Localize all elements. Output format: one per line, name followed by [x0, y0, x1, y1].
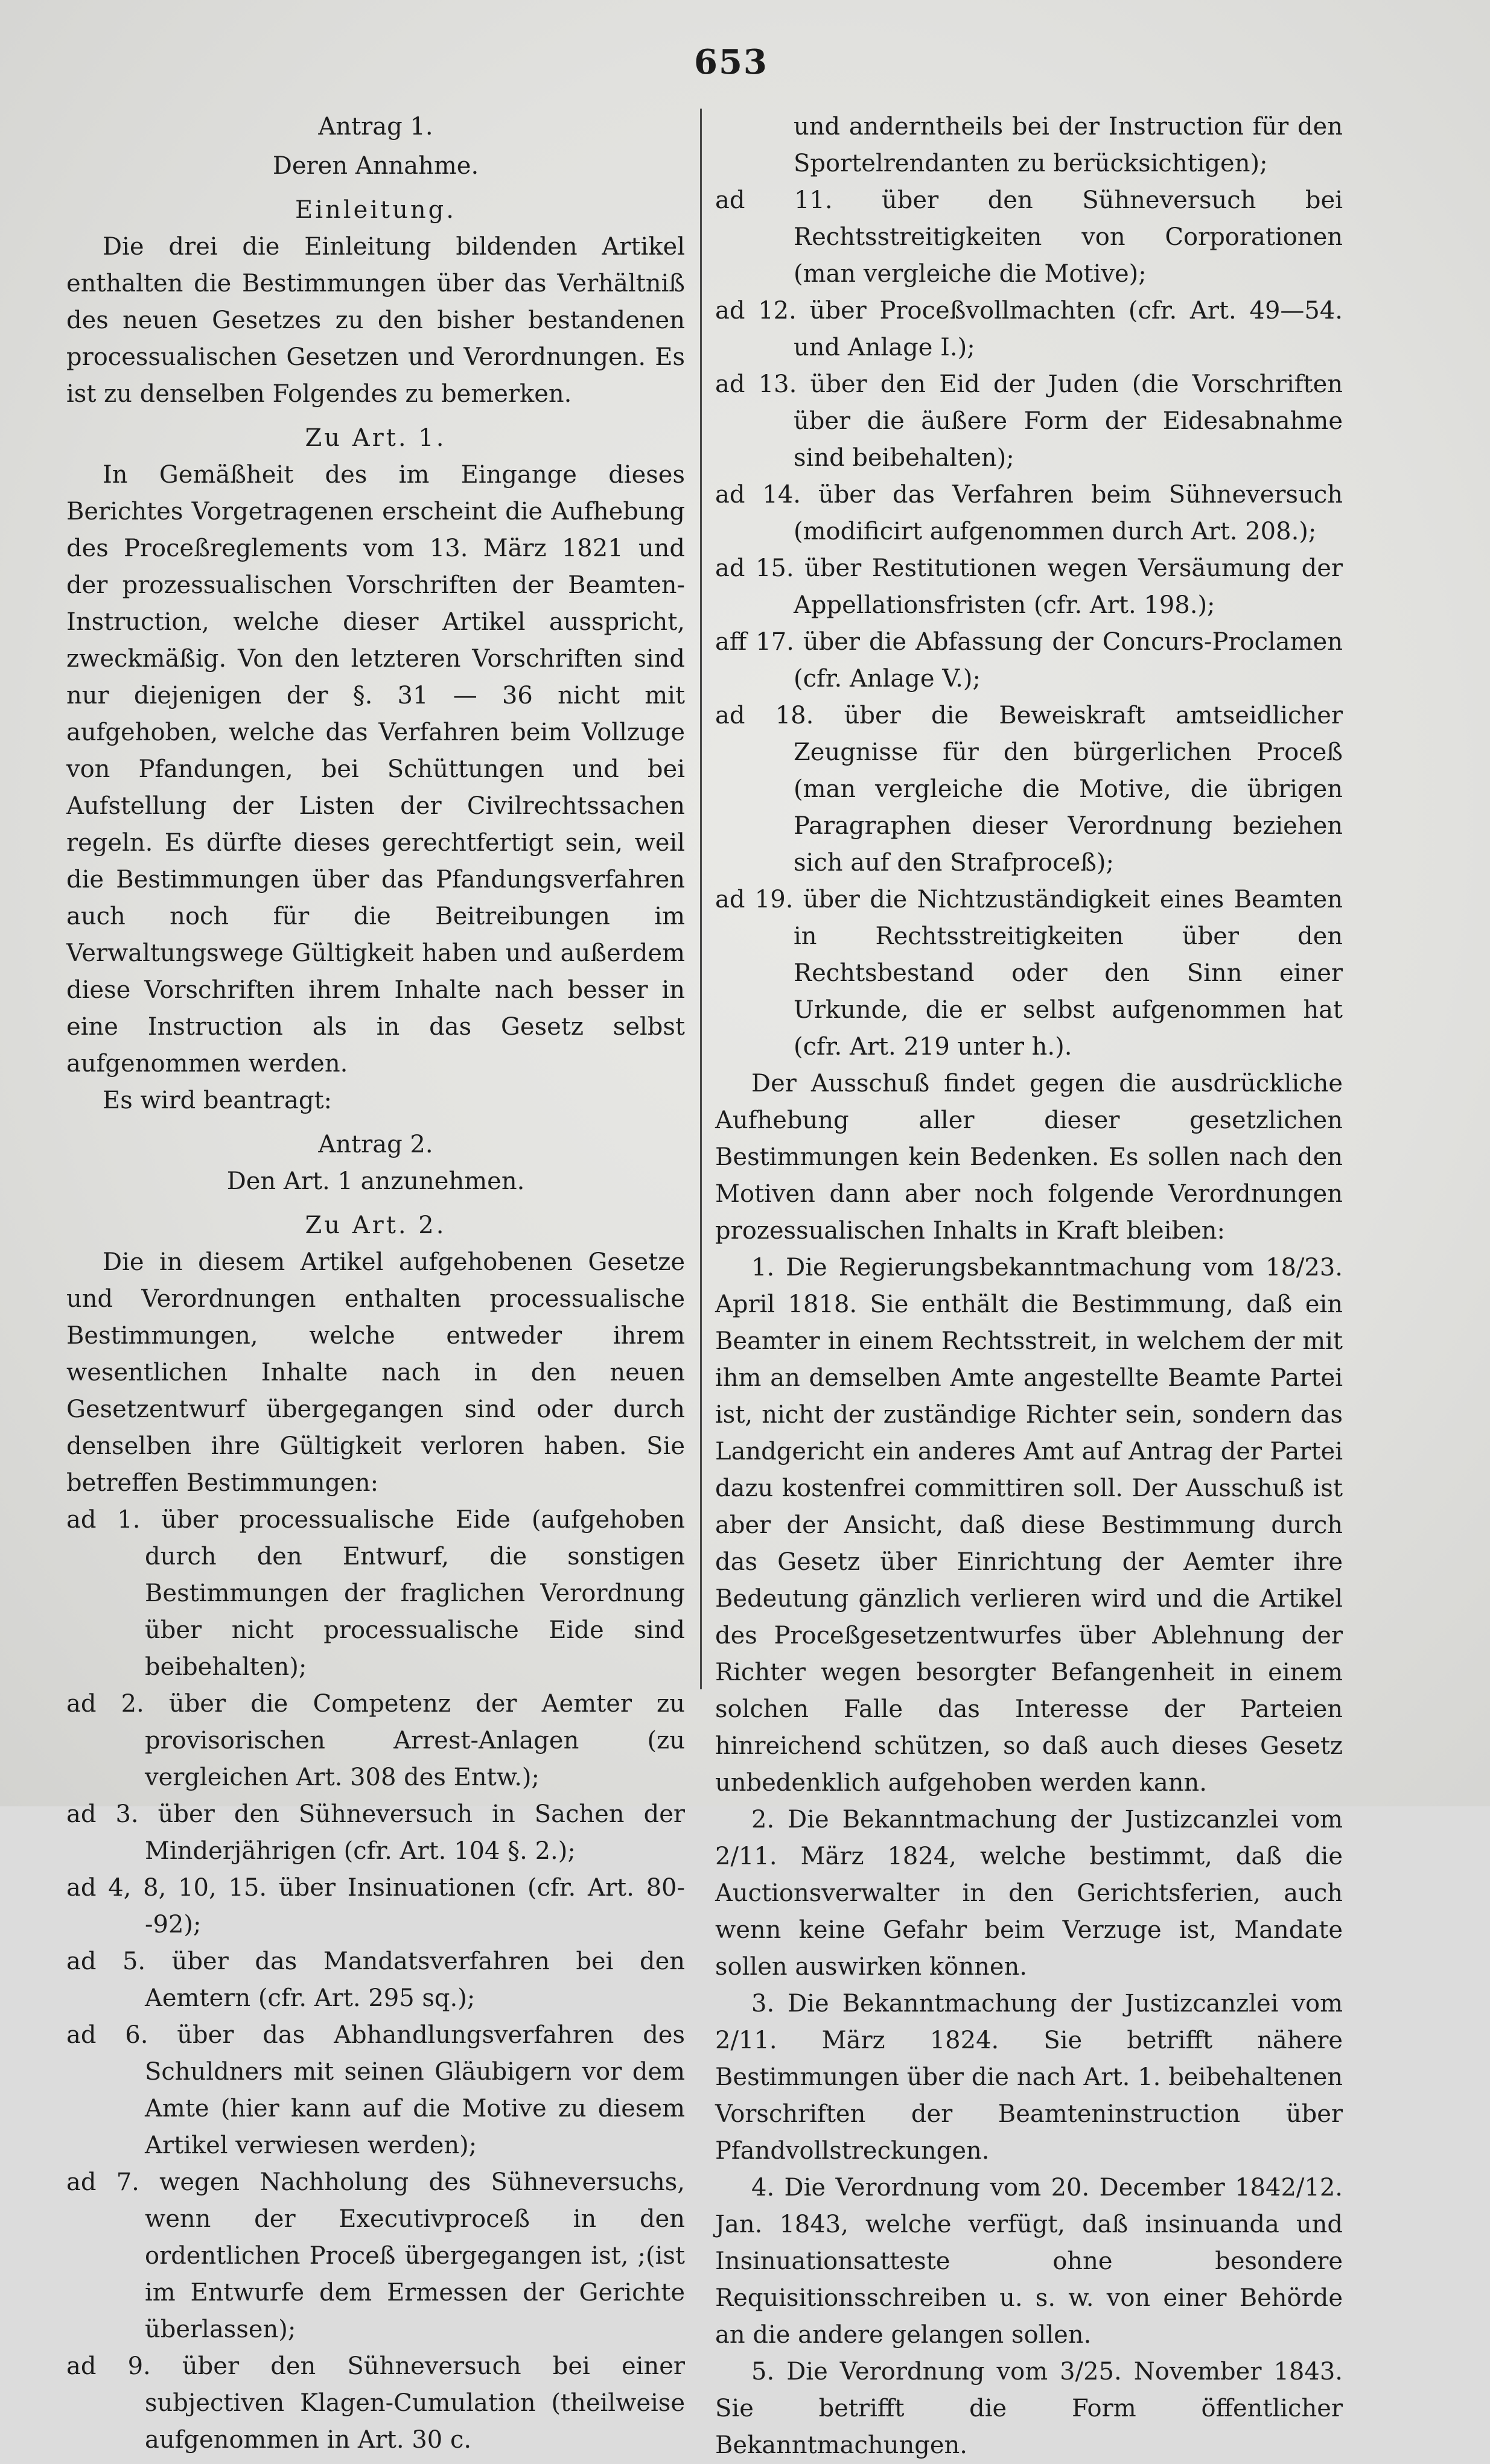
left-column [66, 109, 685, 2459]
numbered-item: 1. Die Regierungsbekanntmachung vom 18/23. April 1818. Sie enthält die Bestimmung, daß ein Beamter in einem Rechtsstreit, in welchem der mit ihm an demselben Amte angestellte Beamte Partei ist, nicht der zuständige Richter sein, sondern das Landgericht ein anderes Amt auf Antrag der Partei dazu kostenfrei committiren soll. Der Ausschuß ist aber der Ansicht, daß diese Bestimmung durch das Gesetz über Einrichtung der Aemter ihre Bedeutung gänzlich verlieren wird und die Artikel des Proceßgesetzentwurfes über Ablehnung der Richter wegen besorgter Befangenheit in einem solchen Falle das Interesse der Parteien hinreichend schützen, so daß auch dieses Gesetz unbedenklich aufgehoben werden kann. [715, 1254, 1343, 1797]
list-item: ad 11. über den Sühneversuch bei Rechtsstreitigkeiten von Corporationen (man vergleiche die Motive); [715, 186, 1343, 288]
motion-heading: Antrag 1. [318, 113, 433, 141]
paragraph: Die drei die Einleitung bildenden Artikel enthalten die Bestimmungen über das Verhältniß des neuen Gesetzes zu den bisher bestandenen processualischen Gesetzen und Verordnungen. Es ist zu denselben Folgendes zu bemerken. [66, 233, 685, 408]
numbered-item: 4. Die Verordnung vom 20. December 1842/12. Jan. 1843, welche verfügt, daß insinuanda und Insinuationsatteste ohne besondere Requisitionsschreiben u. s. w. von einer Behörde an die andere gelangen sollen. [715, 2174, 1343, 2349]
list-item: ad 13. über den Eid der Juden (die Vorschriften über die äußere Form der Eidesabnahme sind beibehalten); [715, 370, 1343, 472]
paragraph: Der Ausschuß findet gegen die ausdrückliche Aufhebung aller dieser gesetzlichen Bestimmungen kein Bedenken. Es sollen nach den Motiven dann aber noch folgende Verordnungen prozessualischen Inhalts in Kraft bleiben: [715, 1070, 1343, 1245]
paragraph: Die in diesem Artikel aufgehobenen Gesetze und Verordnungen enthalten processualische Bestimmungen, welche entweder ihrem wesentlichen Inhalte nach in den neuen Gesetzentwurf übergegangen sind oder durch denselben ihre Gültigkeit verloren haben. Sie betreffen Bestimmungen: [66, 1248, 685, 1497]
list-item-continuation: und anderntheils bei der Instruction für den Sportelrendanten zu berücksichtigen); [794, 113, 1343, 177]
list-item: ad 15. über Restitutionen wegen Versäumung der Appellationsfristen (cfr. Art. 198.); [715, 554, 1343, 619]
section-heading: Einleitung. [295, 196, 456, 224]
list-item: ad 5. über das Mandatsverfahren bei den Aemtern (cfr. Art. 295 sq.); [66, 1948, 685, 2012]
list-item: ad 7. wegen Nachholung des Sühneversuchs, wenn der Executivproceß in den ordentlichen Proceß übergegangen ist, ;(ist im Entwurfe dem Ermessen der Gerichte überlassen); [66, 2168, 685, 2343]
list-item: ad 6. über das Abhandlungsverfahren des Schuldners mit seinen Gläubigern vor dem Amte (hier kann auf die Motive zu diesem Artikel verwiesen werden); [66, 2021, 685, 2159]
article-heading: Zu Art. 1. [305, 424, 447, 452]
list-item: aff 17. über die Abfassung der Concurs-Proclamen (cfr. Anlage V.); [715, 628, 1343, 693]
numbered-item: 5. Die Verordnung vom 3/25. November 1843. Sie betrifft die Form öffentlicher Bekanntmachungen. [715, 2358, 1343, 2459]
list-item: ad 18. über die Beweiskraft amtseidlicher Zeugnisse für den bürgerlichen Proceß (man vergleiche die Motive, die übrigen Paragraphen dieser Verordnung beziehen sich auf den Strafproceß); [715, 702, 1343, 877]
motion-text: Den Art. 1 anzunehmen. [226, 1167, 525, 1195]
page-number: 653 [694, 42, 768, 82]
paragraph: Es wird beantragt: [103, 1087, 332, 1114]
motion-heading: Antrag 2. [318, 1131, 433, 1158]
list-item: ad 19. über die Nichtzuständigkeit eines Beamten in Rechtsstreitigkeiten über den Rechtsbestand oder den Sinn einer Urkunde, die er selbst aufgenommen hat (cfr. Art. 219 unter h.). [715, 886, 1343, 1061]
numbered-item: 2. Die Bekanntmachung der Justizcanzlei vom 2/11. März 1824, welche bestimmt, daß die Auctionsverwalter in den Gerichtsferien, auch wenn keine Gefahr beim Verzuge ist, Mandate sollen auswirken können. [715, 1806, 1343, 1981]
list-item: ad 14. über das Verfahren beim Sühneversuch (modificirt aufgenommen durch Art. 208.); [715, 481, 1343, 545]
list-item: ad 4, 8, 10, 15. über Insinuationen (cfr. Art. 80--92); [66, 1874, 685, 1938]
article-heading: Zu Art. 2. [305, 1211, 447, 1239]
list-item: ad 3. über den Sühneversuch in Sachen der Minderjährigen (cfr. Art. 104 §. 2.); [66, 1800, 685, 1865]
list-item: ad 2. über die Competenz der Aemter zu provisorischen Arrest-Anlagen (zu vergleichen Art. 308 des Entw.); [66, 1690, 685, 1791]
numbered-item: 3. Die Bekanntmachung der Justizcanzlei vom 2/11. März 1824. Sie betrifft nähere Bestimmungen über die nach Art. 1. beibehaltenen Vorschriften der Beamteninstruction über Pfandvollstreckungen. [715, 1990, 1343, 2165]
list-item: ad 9. über den Sühneversuch bei einer subjectiven Klagen-Cumulation (theilweise aufgenommen in Art. 30 c. [66, 2352, 685, 2454]
motion-result: Deren Annahme. [272, 152, 479, 180]
list-item: ad 1. über processualische Eide (aufgehoben durch den Entwurf, die sonstigen Bestimmungen der fraglichen Verordnung über nicht processualische Eide sind beibehalten); [66, 1506, 685, 1681]
paragraph: In Gemäßheit des im Eingange dieses Berichtes Vorgetragenen erscheint die Aufhebung des Proceßreglements vom 13. März 1821 und der prozessualischen Vorschriften der Beamten-Instruction, welche dieser Artikel ausspricht, zweckmäßig. Von den letzteren Vorschriften sind nur diejenigen der §. 31 — 36 nicht mit aufgehoben, welche das Verfahren beim Vollzuge von Pfandungen, bei Schüttungen und bei Aufstellung der Listen der Civilrechtssachen regeln. Es dürfte dieses gerechtfertigt sein, weil die Bestimmungen über das Pfandungsverfahren auch noch für die Beitreibungen im Verwaltungswege Gültigkeit haben und außerdem diese Vorschriften ihrem Inhalte nach besser in eine Instruction als in das Gesetz selbst aufgenommen werden. [66, 461, 685, 1078]
list-item: ad 12. über Proceßvollmachten (cfr. Art. 49—54. und Anlage I.); [715, 297, 1343, 361]
right-column [715, 109, 1343, 2464]
column-divider [700, 109, 702, 1689]
